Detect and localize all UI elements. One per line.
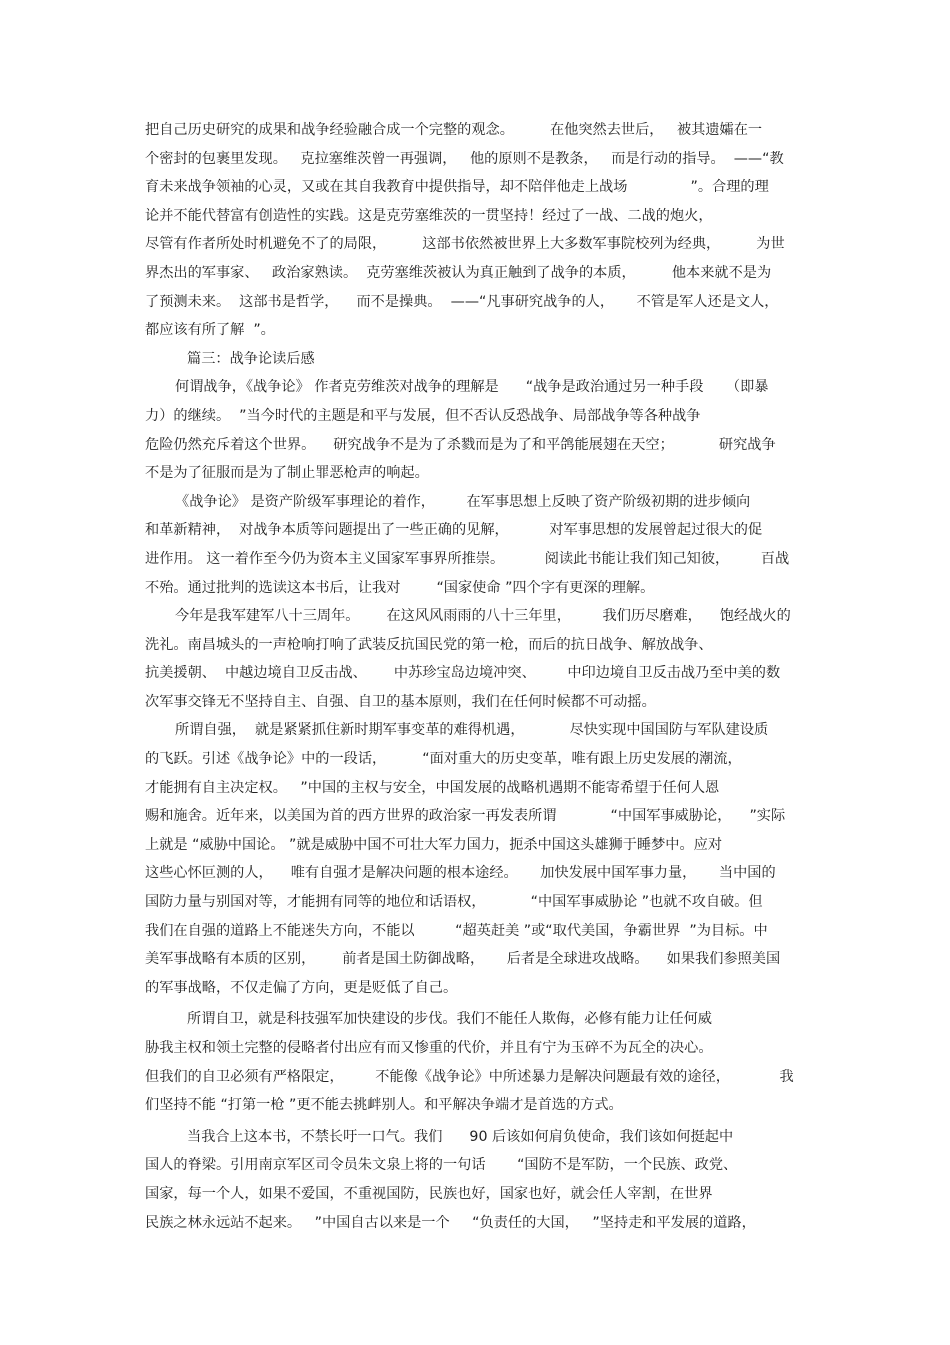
text-line: 所谓自卫，就是科技强军加快建设的步伐。我们不能任人欺侮，必修有能力让任何威 (187, 1011, 712, 1028)
text-line: 当我合上这本书，不禁长吁一口气。我们 90 后该如何肩负使命，我们该如何挺起中 (187, 1128, 734, 1145)
text-line: 危险仍然充斥着这个世界。 研究战争不是为了杀戮而是为了和平鸽能展翅在天空； 研究战争 (145, 436, 776, 453)
text-line: 不是为了征服而是为了制止罪恶枪声的响起。 (145, 465, 429, 482)
text-line: 论并不能代替富有创造性的实践。这是克劳塞维茨的一贯坚持！经过了一战、二战的炮火， (145, 207, 713, 224)
document-body (145, 116, 810, 1237)
text-line: 民族之林永远站不起来。 ”中国自古以来是一个 “负责任的大国， ”坚持走和平发展的道路， (145, 1214, 756, 1231)
section-heading: 篇三：战争论读后感 (187, 350, 315, 367)
text-line: 把自己历史研究的成果和战争经验融合成一个完整的观念。 在他突然去世后， 被其遗孀在一 (145, 122, 763, 138)
text-line: 国防力量与别国对等，才能拥有同等的地位和话语权， “中国军事威胁论 ”也就不攻自破。但 (145, 894, 763, 911)
text-line: 次军事交锋无不坚持自主、自强、自卫的基本原则，我们在任何时候都不可动摇。 (145, 693, 656, 710)
text-line: 洗礼。南昌城头的一声枪响打响了武装反抗国民党的第一枪，而后的抗日战争、解放战争、 (145, 636, 713, 653)
text-line: 进作用。 这一着作至今仍为资本主义国家军事界所推崇。 阅读此书能让我们知己知彼， 百战 (145, 550, 790, 567)
text-line: 我们在自强的道路上不能迷失方向，不能以 “超英赶美 ”或“取代美国，争霸世界 ”为目标。中 (145, 922, 768, 939)
text-line: 美军事战略有本质的区别， 前者是国土防御战略， 后者是全球进攻战略。 如果我们参照美国 (145, 951, 781, 968)
text-line: 的军事战略，不仅走偏了方向，更是贬低了自己。 (145, 979, 458, 996)
text-line: 上就是 “威胁中国论。 ”就是威胁中国不可壮大军力国力，扼杀中国这头雄狮于睡梦中。应对 (145, 836, 723, 853)
text-line: 个密封的包裹里发现。 克拉塞维茨曾一再强调， 他的原则不是教条， 而是行动的指导。 ——“教 (145, 150, 784, 167)
text-line: 育未来战争领袖的心灵，又或在其自我教育中提供指导，却不陪伴他走上战场 ”。合理的理 (145, 179, 769, 196)
text-line: 但我们的自卫必须有严格限定， 不能像《战争论》中所述暴力是解决问题最有效的途径， 我 (145, 1068, 794, 1085)
text-line: 了预测未来。 这部书是哲学， 而不是操典。 ——“凡事研究战争的人， 不管是军人还是文人， (145, 293, 779, 310)
text-line: 胁我主权和领土完整的侵略者付出应有而又惨重的代价，并且有宁为玉碎不为瓦全的决心。 (145, 1040, 713, 1056)
text-line: 这些心怀叵测的人， 唯有自强才是解决问题的根本途经。 加快发展中国军事力量， 当中国的 (145, 865, 776, 882)
text-line: 们坚持不能 “打第一枪 ”更不能去挑衅别人。和平解决争端才是首选的方式。 (145, 1097, 623, 1114)
text-line: 《战争论》 是资产阶级军事理论的着作， 在军事思想上反映了资产阶级初期的进步倾向 (175, 493, 751, 510)
text-line: 尽管有作者所处时机避免不了的局限， 这部书依然被世界上大多数军事院校列为经典， 为世 (145, 236, 785, 253)
text-line: 不殆。通过批判的选读这本书后，让我对 “国家使命 ”四个字有更深的理解。 (145, 579, 655, 596)
text-line: 赐和施舍。近年来，以美国为首的西方世界的政治家一再发表所谓 “中国军事威胁论， ”实际 (145, 808, 786, 825)
text-line: 所谓自强， 就是紧紧抓住新时期军事变革的难得机遇， 尽快实现中国国防与军队建设质 (175, 722, 769, 739)
text-line: 何谓战争，《战争论》 作者克劳维茨对战争的理解是 “战争是政治通过另一种手段 （即暴 (175, 379, 769, 396)
text-line: 都应该有所了解 ”。 (145, 322, 275, 339)
text-line: 和革新精神， 对战争本质等问题提出了一些正确的见解， 对军事思想的发展曾起过很大的促 (145, 522, 763, 539)
text-line: 界杰出的军事家、 政治家熟读。 克劳塞维茨被认为真正触到了战争的本质， 他本来就不是为 (145, 264, 772, 281)
text-line: 今年是我军建军八十三周年。 在这风风雨雨的八十三年里， 我们历尽磨难， 饱经战火的 (175, 608, 791, 625)
text-line: 力）的继续。 ”当今时代的主题是和平与发展，但不否认反恐战争、局部战争等各种战争 (145, 407, 701, 424)
text-line: 的飞跃。引述《战争论》中的一段话， “面对重大的历史变革，唯有跟上历史发展的潮流， (145, 751, 742, 768)
text-line: 才能拥有自主决定权。 ”中国的主权与安全，中国发展的战略机遇期不能寄希望于任何人恩 (145, 779, 720, 796)
text-line: 国家，每一个人，如果不爱国，不重视国防，民族也好，国家也好，就会任人宰割，在世界 (145, 1185, 713, 1202)
text-line: 国人的脊梁。引用南京军区司令员朱文泉上将的一句话 “国防不是军防，一个民族、政党、 (145, 1157, 738, 1174)
text-line: 抗美援朝、 中越边境自卫反击战、 中苏珍宝岛边境冲突、 中印边境自卫反击战乃至中美的数 (145, 665, 781, 682)
